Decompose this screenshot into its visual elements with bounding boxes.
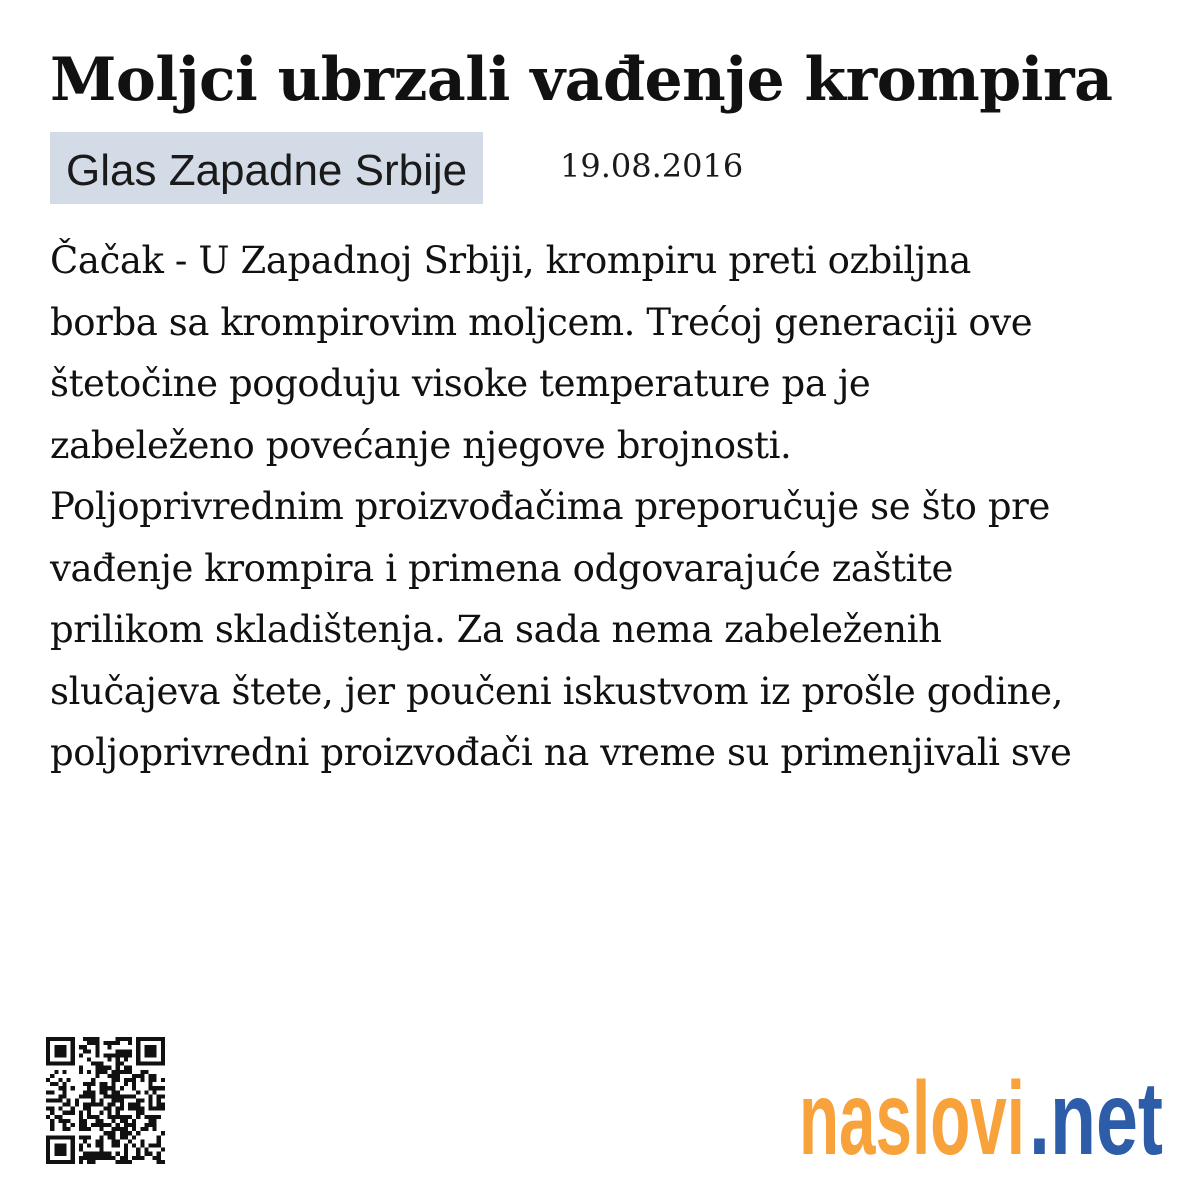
body-line: slučajeva štete, jer poučeni iskustvom iz prošle godine, (50, 669, 1063, 713)
body-line: vađenje krompira i primena odgovarajuće zaštite (50, 546, 953, 590)
body-line: zabeleženo povećanje njegove brojnosti. (50, 423, 792, 467)
publish-date: 19.08.2016 (560, 147, 744, 185)
body-line: štetočine pogoduju visoke temperature pa je (50, 362, 871, 405)
body-line: borba sa krompirovim moljcem. Trećoj generaciji ove (50, 300, 1033, 344)
article-title: Moljci ubrzali vađenje krompira (50, 45, 1113, 115)
naslovi-net-logo[interactable] (797, 1058, 1167, 1168)
body-line: Čačak - U Zapadnoj Srbiji, krompiru preti ozbiljna (50, 239, 971, 282)
logo-text-net: .net (1029, 1061, 1163, 1168)
body-line: Poljoprivrednim proizvođačima preporučuje se što pre (50, 485, 1050, 528)
body-line: poljoprivredni proizvođači na vreme su primenjivali sve (50, 731, 1072, 774)
source-badge[interactable]: Glas Zapadne Srbije (50, 132, 483, 204)
body-line: prilikom skladištenja. Za sada nema zabeleženih (50, 608, 942, 651)
article-body (50, 230, 1150, 784)
qr-code-icon[interactable] (46, 1037, 165, 1164)
logo-text-naslovi: naslovi (799, 1061, 1025, 1168)
